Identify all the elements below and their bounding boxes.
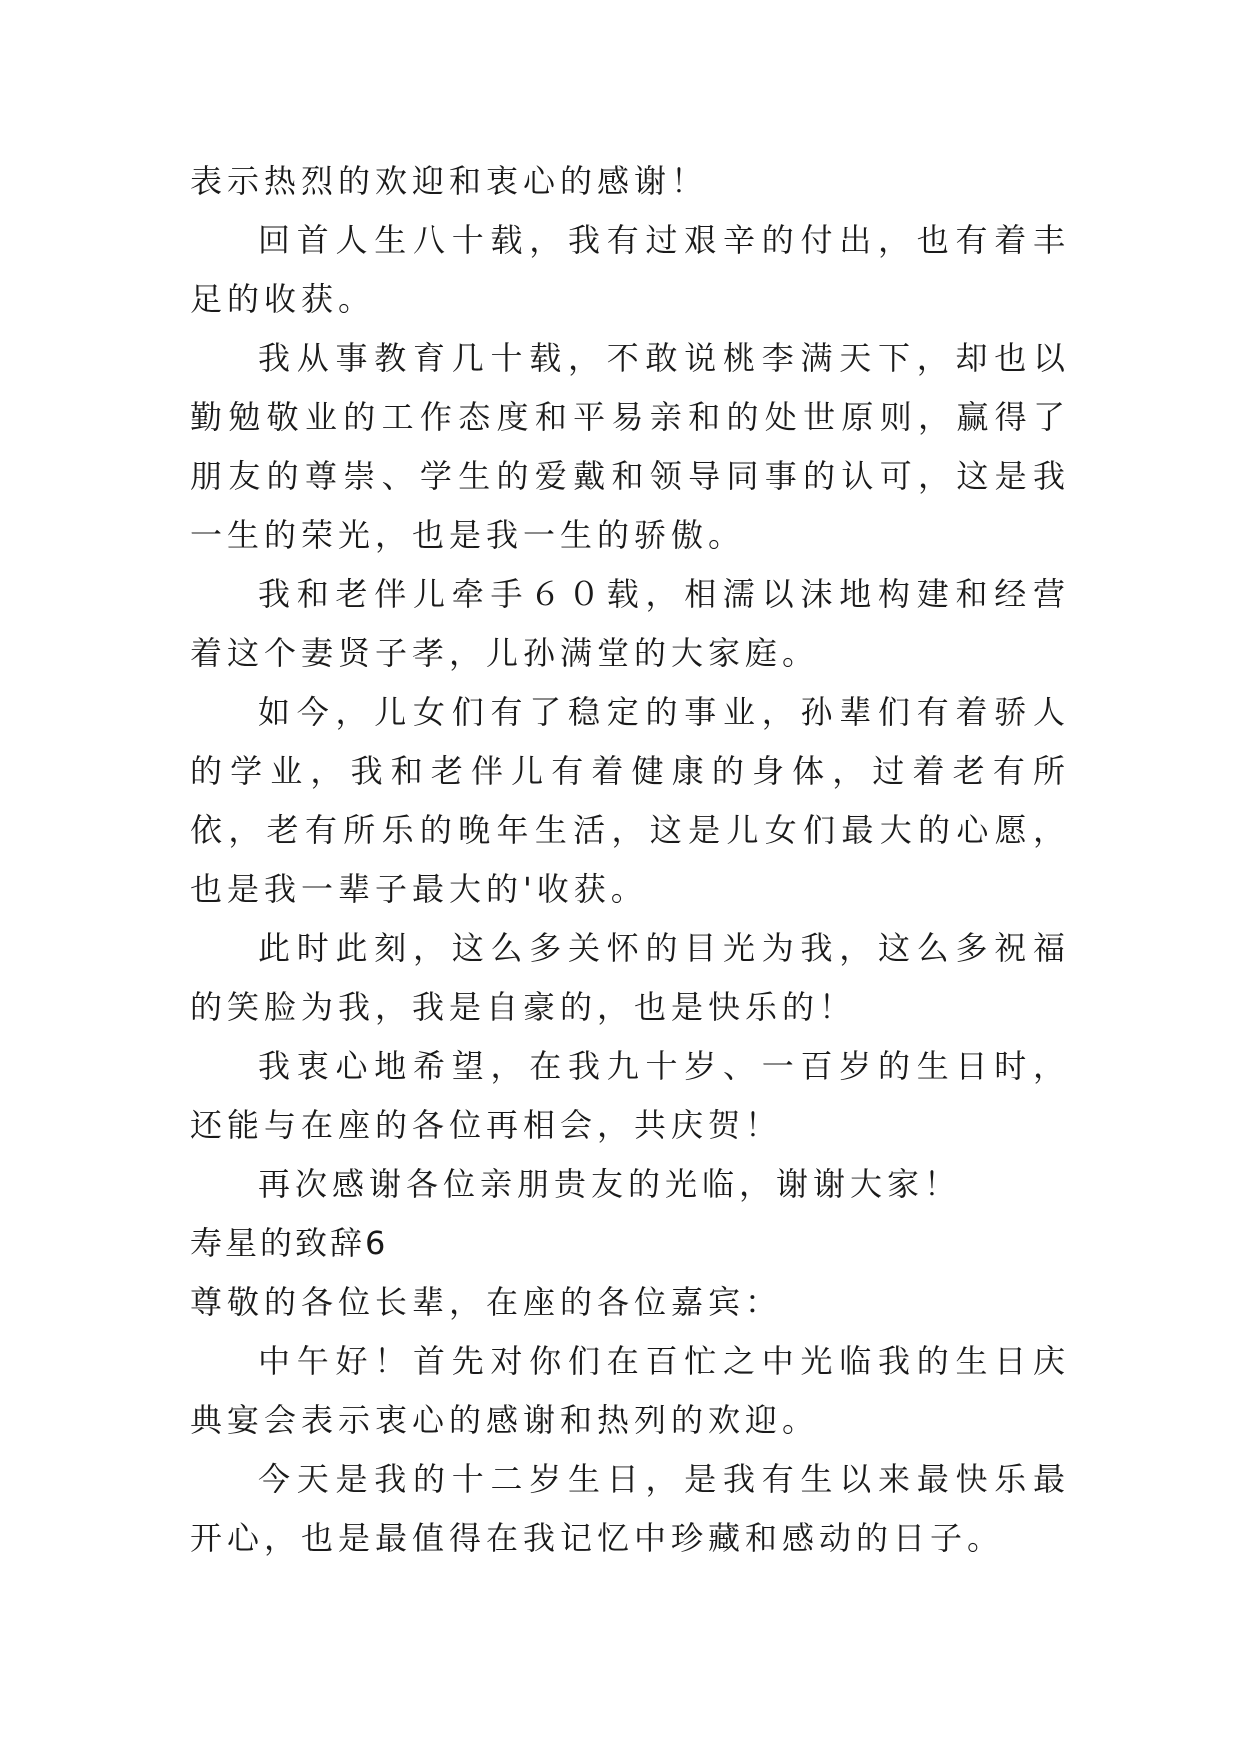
section-paragraph-2: 今天是我的十二岁生日，是我有生以来最快乐最开心，也是最值得在我记忆中珍藏和感动的日子。 [190, 1460, 1070, 1557]
paragraph-2: 回首人生八十载，我有过艰辛的付出，也有着丰足的收获。 [190, 221, 1070, 318]
paragraph-3: 我从事教育几十载，不敢说桃李满天下，却也以勤勉敬业的工作态度和平易亲和的处世原则，赢得了朋友的尊崇、学生的爱戴和领导同事的认可，这是我一生的荣光，也是我一生的骄傲。 [190, 339, 1070, 554]
paragraph-6: 此时此刻，这么多关怀的目光为我，这么多祝福的笑脸为我，我是自豪的，也是快乐的！ [190, 929, 1070, 1026]
paragraph-5: 如今，儿女们有了稳定的事业，孙辈们有着骄人的学业，我和老伴儿有着健康的身体，过着老有所依，老有所乐的晚年生活，这是儿女们最大的心愿，也是我一辈子最大的'收获。 [190, 693, 1070, 908]
salutation: 尊敬的各位长辈，在座的各位嘉宾： [190, 1283, 783, 1321]
section-title: 寿星的致辞6 [190, 1224, 389, 1262]
document-body [190, 152, 1070, 1568]
paragraph-1: 表示热烈的欢迎和衷心的感谢！ [190, 162, 709, 200]
section-paragraph-1: 中午好！首先对你们在百忙之中光临我的生日庆典宴会表示衷心的感谢和热列的欢迎。 [190, 1342, 1070, 1439]
paragraph-4: 我和老伴儿牵手６０载，相濡以沫地构建和经营着这个妻贤子孝，儿孙满堂的大家庭。 [190, 575, 1070, 672]
paragraph-7: 我衷心地希望，在我九十岁、一百岁的生日时，还能与在座的各位再相会，共庆贺！ [190, 1047, 1070, 1144]
paragraph-8: 再次感谢各位亲朋贵友的光临，谢谢大家！ [258, 1165, 962, 1203]
